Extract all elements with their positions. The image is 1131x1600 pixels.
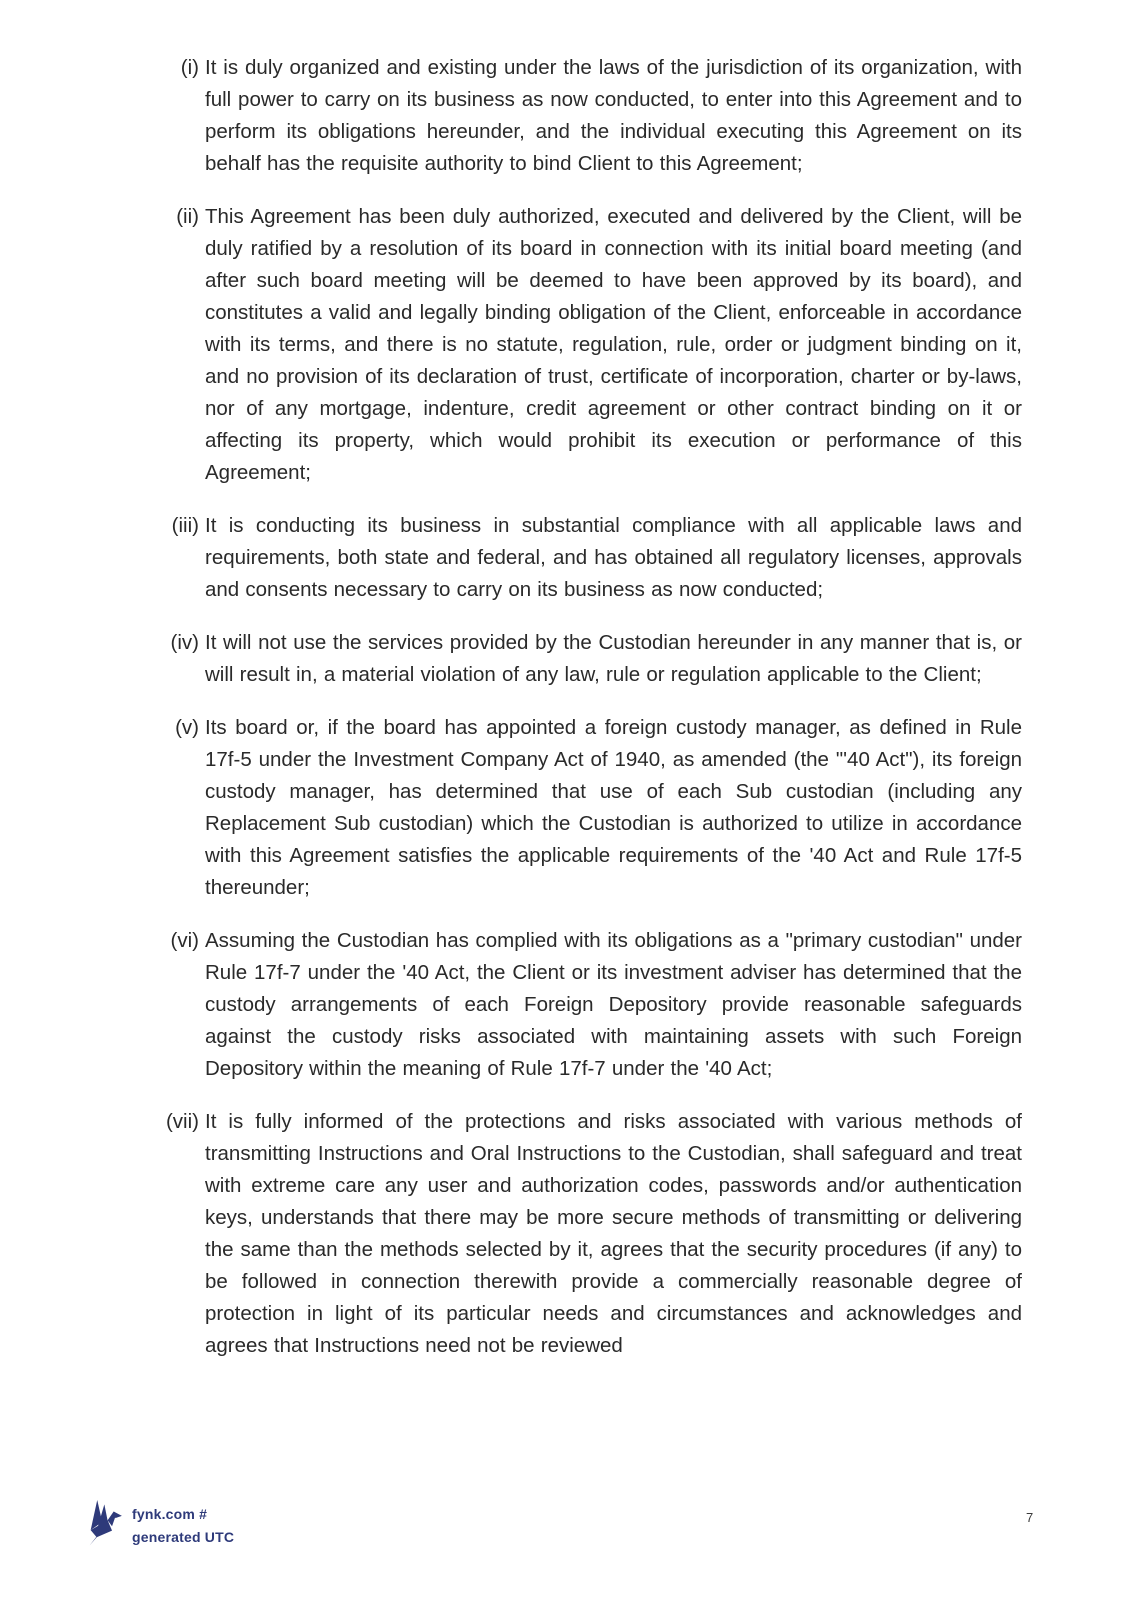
clause-item xyxy=(180,52,1022,180)
clause-number: (ii) xyxy=(176,205,199,228)
clause-item xyxy=(170,925,1022,1085)
page-footer xyxy=(0,1496,1131,1556)
page-number: 7 xyxy=(1026,1510,1034,1525)
clause-number: (vi) xyxy=(170,929,199,952)
clause-text: Assuming the Custodian has complied with its obligations as a "primary custodian" under Rule 17f-7 under the '40 Act, the Client or its investment adviser has determined that the custody arrangements of each Foreign Depository provide reasonable safeguards against the custody risks associated with maintaining assets with such Foreign Depository within the meaning of Rule 17f-7 under the '40 Act; xyxy=(205,929,1022,1080)
brand-mark xyxy=(88,1500,234,1551)
clause-number: (i) xyxy=(180,56,199,79)
clause-text: This Agreement has been duly authorized, executed and delivered by the Client, will be duly ratified by a resolution of its board in connection with its initial board meeting (and after such board meeting will be deemed to have been approved by its board), and constitutes a valid and legally binding obligation of the Client, enforceable in accordance with its terms, and there is no statute, regulation, rule, order or judgment binding on it, and no provision of its declaration of trust, certificate of incorporation, charter or by-laws, nor of any mortgage, indenture, credit agreement or other contract binding on it or affecting its property, which would prohibit its execution or performance of this Agreement; xyxy=(205,205,1022,484)
clause-item xyxy=(171,510,1022,606)
brand-text xyxy=(132,1500,234,1549)
origami-crane-icon xyxy=(88,1500,132,1551)
clause-text: It is fully informed of the protections and risks associated with various methods of transmitting Instructions and Oral Instructions to the Custodian, shall safeguard and treat with extreme care any user and authorization codes, passwords and/or authentication keys, understands that there may be more secure methods of transmitting or delivering the same than the methods selected by it, agrees that the security procedures (if any) to be followed in connection therewith provide a commercially reasonable degree of protection in light of its particular needs and circumstances and acknowledges and agrees that Instructions need not be reviewed xyxy=(205,1110,1022,1357)
clause-text: It is duly organized and existing under the laws of the jurisdiction of its organization, with full power to carry on its business as now conducted, to enter into this Agreement and to perform its obligations hereunder, and the individual executing this Agreement on its behalf has the requisite authority to bind Client to this Agreement; xyxy=(205,56,1022,175)
clause-item xyxy=(165,1106,1022,1362)
clause-item xyxy=(176,201,1022,489)
clause-item xyxy=(175,712,1022,904)
clause-number: (vii) xyxy=(165,1110,199,1133)
clause-list xyxy=(165,52,1022,1383)
clause-number: (iii) xyxy=(171,514,199,537)
brand-line-1: fynk.com # xyxy=(132,1506,208,1522)
clause-number: (v) xyxy=(175,716,199,739)
clause-text: It is conducting its business in substantial compliance with all applicable laws and requirements, both state and federal, and has obtained all regulatory licenses, approvals and consents necessary to carry on its business as now conducted; xyxy=(205,514,1022,601)
brand-line-2: generated UTC xyxy=(132,1529,235,1545)
clause-item xyxy=(170,627,1022,691)
clause-text: Its board or, if the board has appointed a foreign custody manager, as defined in Rule 17f-5 under the Investment Company Act of 1940, as amended (the "'40 Act"), its foreign custody manager, has determined that use of each Sub custodian (including any Replacement Sub custodian) which the Custodian is authorized to utilize in accordance with this Agreement satisfies the applicable requirements of the '40 Act and Rule 17f-5 thereunder; xyxy=(205,716,1022,899)
clause-number: (iv) xyxy=(170,631,199,654)
clause-text: It will not use the services provided by the Custodian hereunder in any manner that is, or will result in, a material violation of any law, rule or regulation applicable to the Client; xyxy=(205,631,1022,686)
